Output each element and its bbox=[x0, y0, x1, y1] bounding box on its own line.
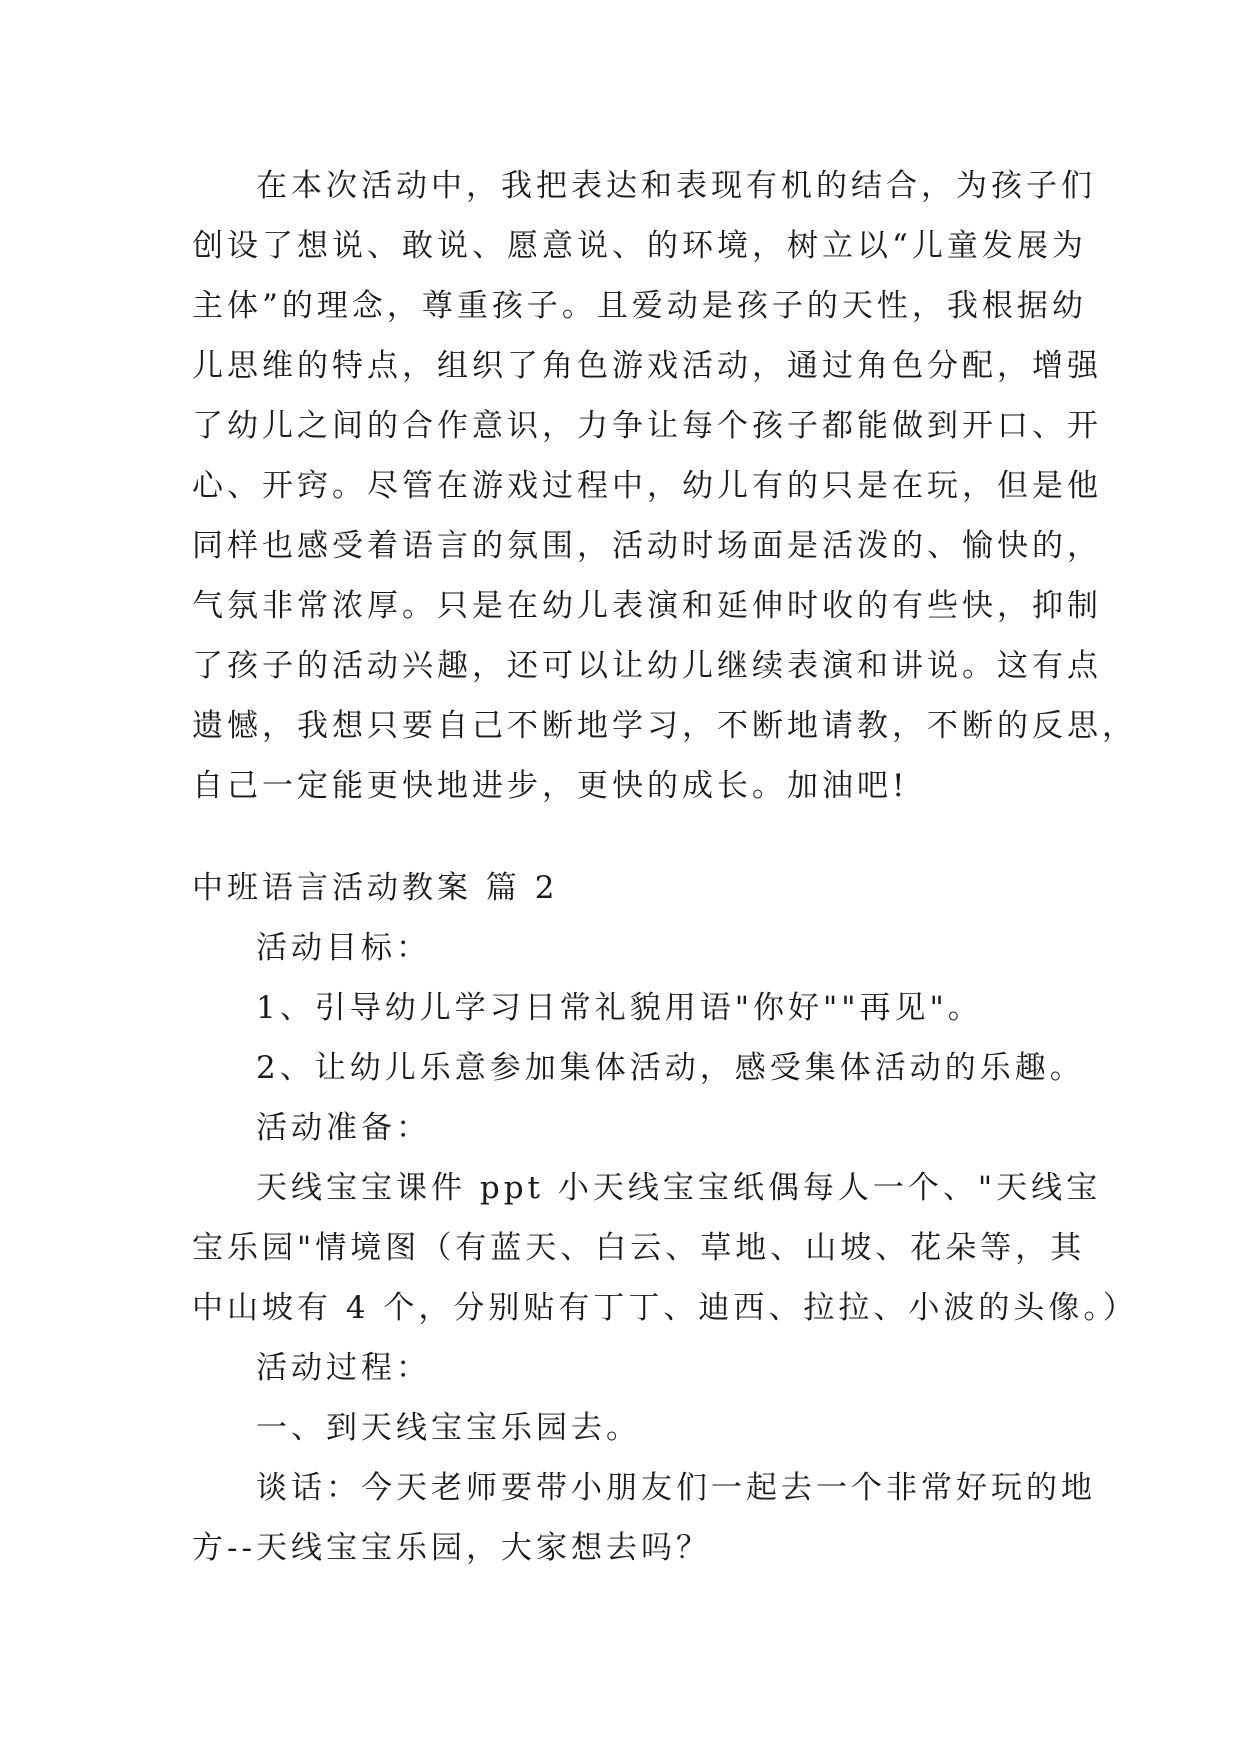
goal-item: 1、引导幼儿学习日常礼貌用语"你好""再见"。 bbox=[256, 990, 983, 1026]
paragraph-line: 遗憾，我想只要自己不断地学习，不断地请教，不断的反思， bbox=[192, 708, 1137, 744]
goals-heading: 活动目标： bbox=[256, 930, 431, 966]
process-heading: 活动过程： bbox=[256, 1350, 431, 1386]
paragraph-line: 在本次活动中，我把表达和表现有机的结合，为孩子们 bbox=[256, 168, 1096, 204]
paragraph-line: 心、开窍。尽管在游戏过程中，幼儿有的只是在玩，但是他 bbox=[192, 468, 1102, 504]
paragraph-line: 了幼儿之间的合作意识，力争让每个孩子都能做到开口、开 bbox=[192, 408, 1102, 444]
paragraph-line: 自己一定能更快地进步，更快的成长。加油吧! bbox=[192, 768, 909, 804]
paragraph-line: 气氛非常浓厚。只是在幼儿表演和延伸时收的有些快，抑制 bbox=[192, 588, 1102, 624]
paragraph-line: 主体”的理念，尊重孩子。且爱动是孩子的天性，我根据幼 bbox=[192, 288, 1087, 324]
prep-heading: 活动准备： bbox=[256, 1110, 431, 1146]
paragraph-line: 同样也感受着语言的氛围，活动时场面是活泼的、愉快的， bbox=[192, 528, 1102, 564]
paragraph-line: 创设了想说、敢说、愿意说、的环境，树立以“儿童发展为 bbox=[192, 228, 1087, 264]
paragraph-line: 了孩子的活动兴趣，还可以让幼儿继续表演和讲说。这有点 bbox=[192, 648, 1102, 684]
prep-line: 中山坡有 4 个，分别贴有丁丁、迪西、拉拉、小波的头像。） bbox=[192, 1290, 1138, 1326]
section-title: 中班语言活动教案 篇 2 bbox=[192, 870, 559, 906]
prep-line: 天线宝宝课件 ppt 小天线宝宝纸偶每人一个、"天线宝 bbox=[256, 1170, 1102, 1206]
prep-line: 宝乐园"情境图（有蓝天、白云、草地、山坡、花朵等，其 bbox=[192, 1230, 1086, 1266]
talk-line: 方--天线宝宝乐园，大家想去吗？ bbox=[192, 1530, 711, 1566]
goal-item: 2、让幼儿乐意参加集体活动，感受集体活动的乐趣。 bbox=[256, 1050, 1085, 1086]
paragraph-line: 儿思维的特点，组织了角色游戏活动，通过角色分配，增强 bbox=[192, 348, 1102, 384]
process-step: 一、到天线宝宝乐园去。 bbox=[256, 1410, 641, 1446]
talk-line: 谈话：今天老师要带小朋友们一起去一个非常好玩的地 bbox=[256, 1470, 1096, 1506]
